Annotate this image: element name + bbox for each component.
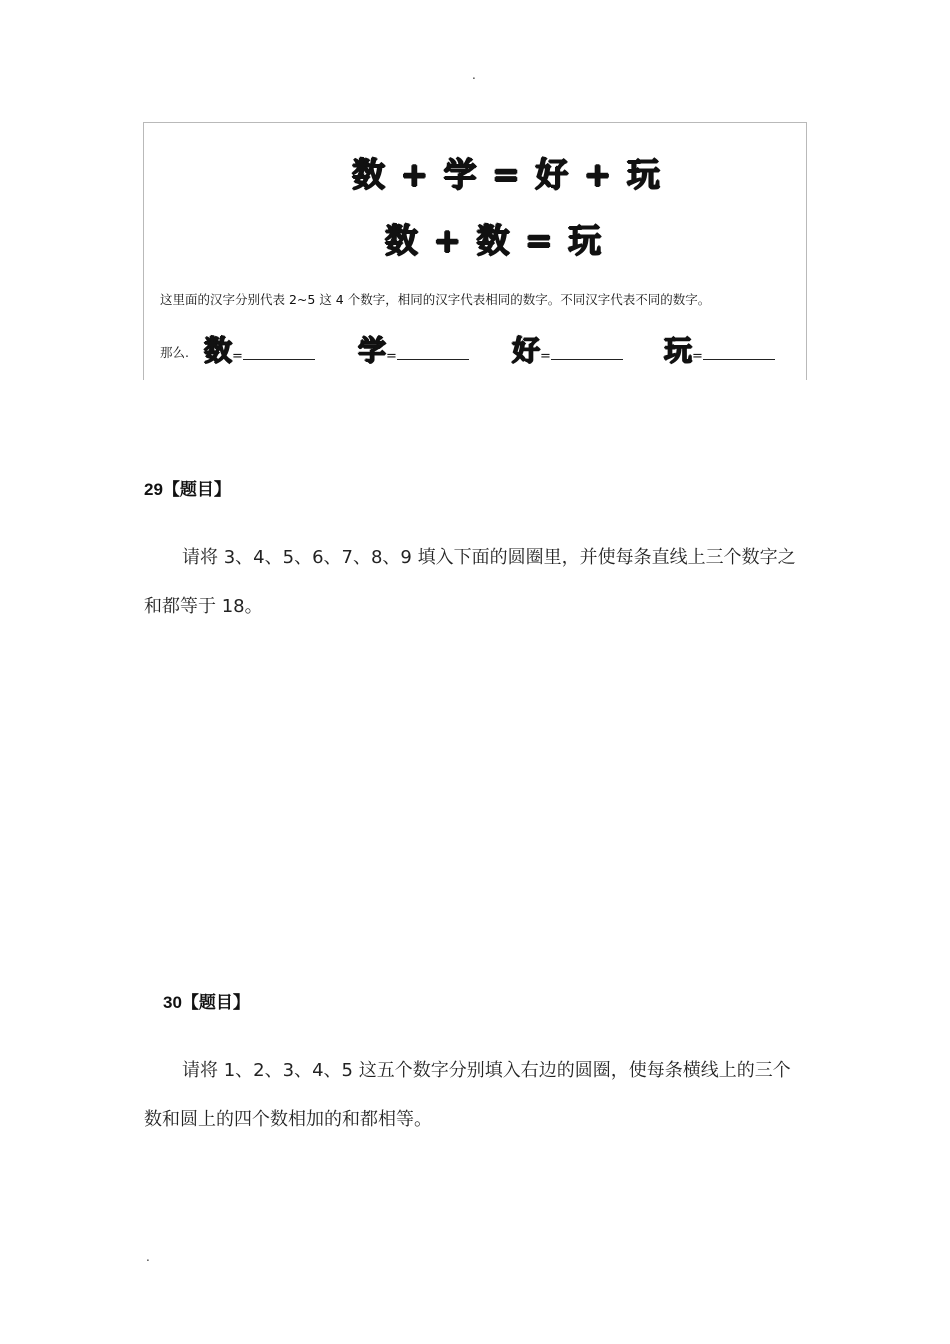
- then-label: 那么.: [160, 345, 189, 360]
- q30-text: 请将 1、2、3、4、5 这五个数字分别填入右边的圆圈，使每条横线上的三个数和圆上的四个数相加的和都相等。: [144, 1060, 791, 1130]
- page-marker-dot: .: [472, 68, 476, 82]
- page-marker-dot: .: [146, 1250, 150, 1264]
- equals-sign: =: [386, 349, 397, 364]
- answer-char: 学: [358, 334, 387, 367]
- answer-blank: [551, 358, 623, 360]
- answer-slot: [358, 329, 469, 369]
- answer-slot: [512, 329, 623, 369]
- puzzle-note: 这里面的汉字分别代表 2~5 这 4 个数字，相同的汉字代表相同的数字。不同汉字代表不同的数字。: [160, 292, 711, 307]
- q29-text: 请将 3、4、5、6、7、8、9 填入下面的圆圈里，并使每条直线上三个数字之和都等于 18。: [144, 547, 796, 617]
- answer-row: [160, 329, 800, 365]
- answer-blank: [397, 358, 469, 360]
- answer-slot: [664, 329, 775, 369]
- equals-sign: =: [692, 349, 703, 364]
- puzzle-image: [143, 122, 807, 380]
- answer-char: 数: [204, 334, 233, 367]
- answer-blank: [243, 358, 315, 360]
- answer-char: 好: [512, 334, 541, 367]
- equals-sign: =: [540, 349, 551, 364]
- answer-slot: [204, 329, 315, 369]
- q30-heading: 30【题目】: [163, 993, 250, 1012]
- equals-sign: =: [232, 349, 243, 364]
- equation-1: 数 + 学 = 好 + 玩: [352, 155, 662, 194]
- equation-2: 数 + 数 = 玩: [384, 221, 604, 260]
- q29-heading: 29【题目】: [144, 480, 231, 499]
- answer-char: 玩: [664, 334, 693, 367]
- answer-blank: [703, 358, 775, 360]
